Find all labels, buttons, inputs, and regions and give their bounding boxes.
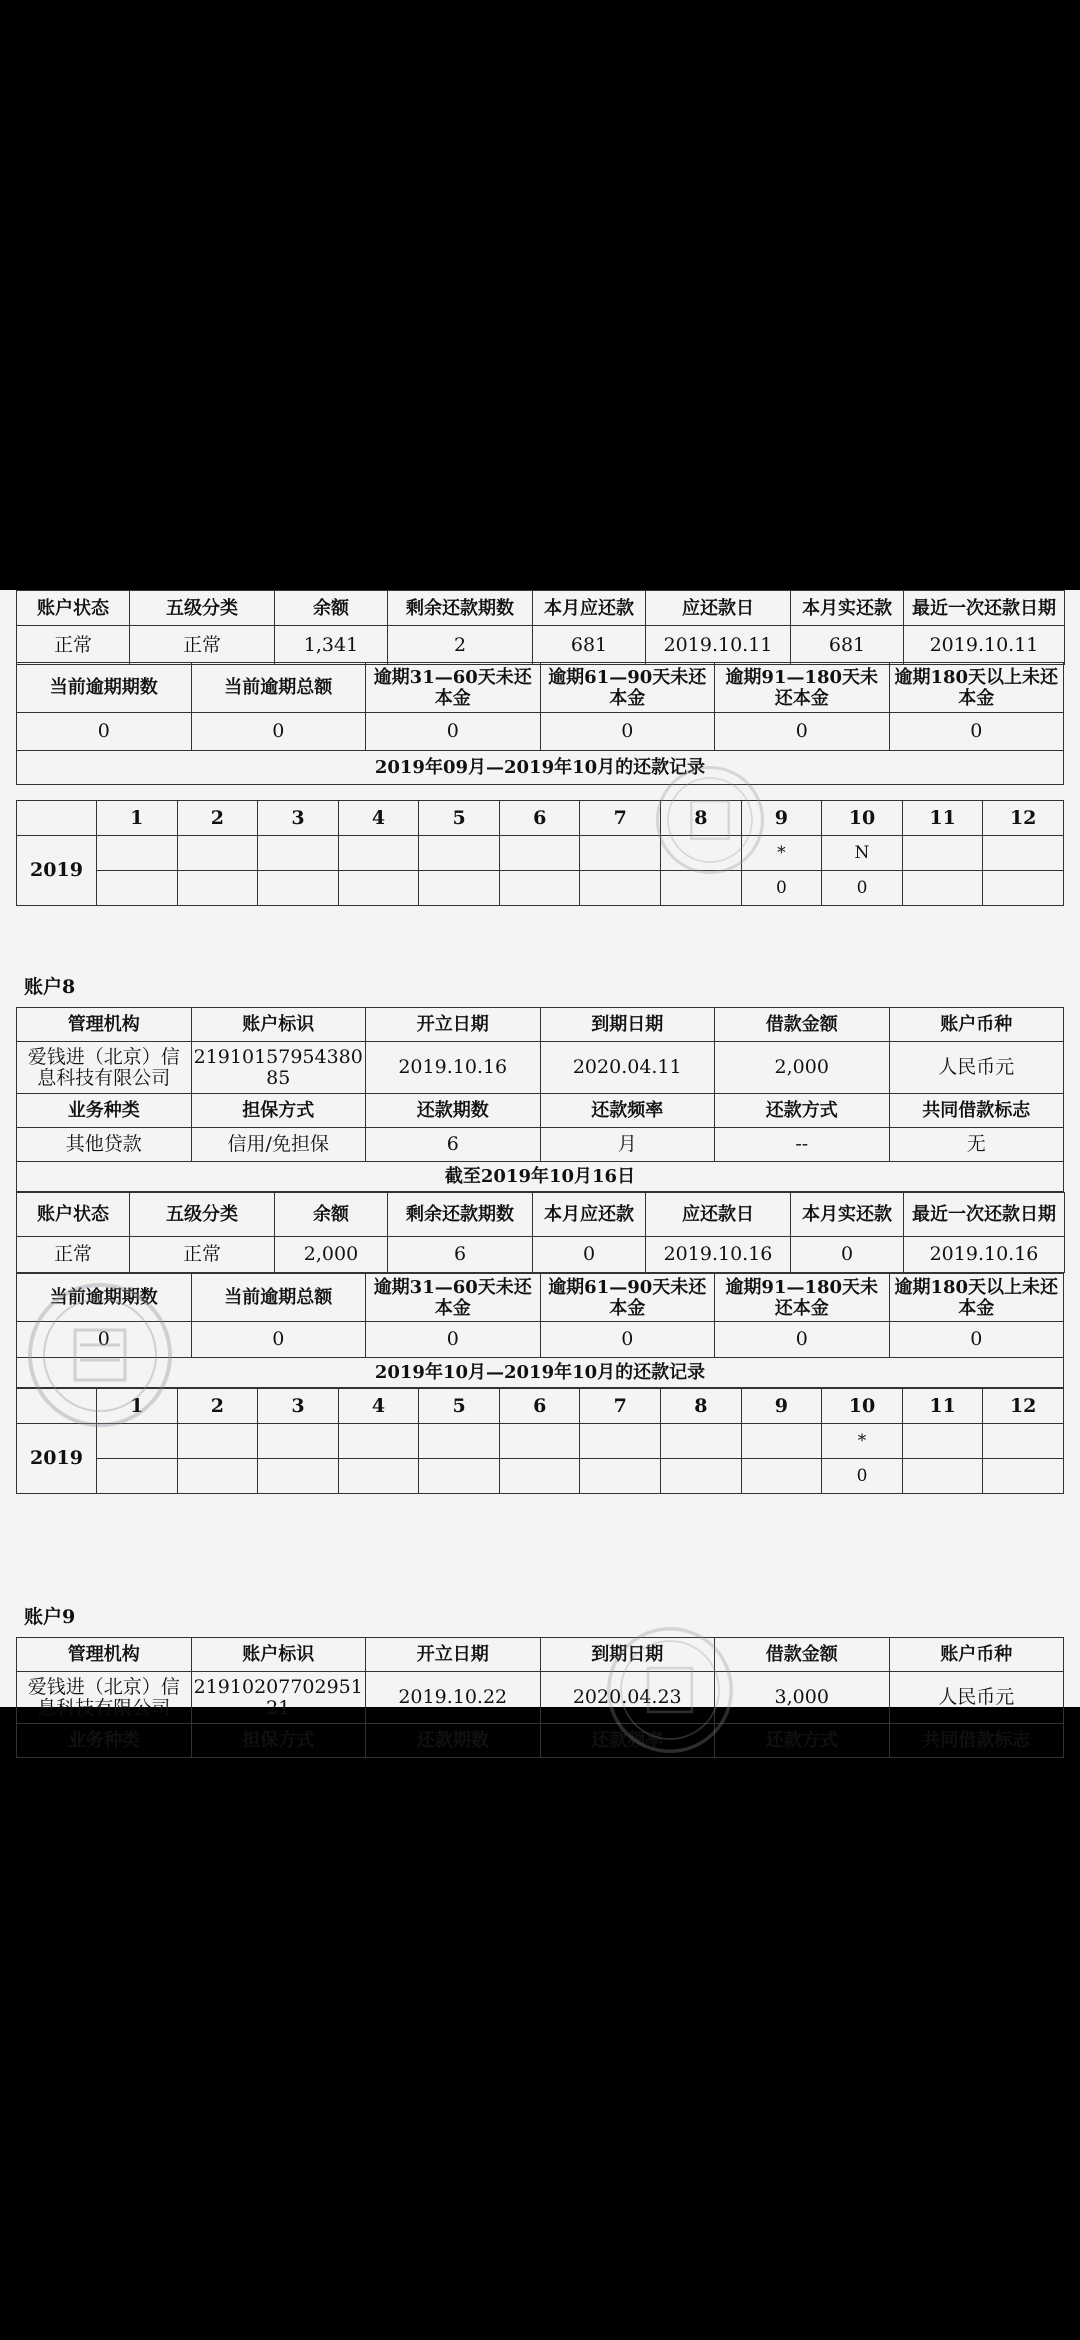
record-cell: [580, 871, 661, 906]
status-value-row: [17, 1237, 1065, 1273]
account-9-section: [0, 1588, 1080, 1758]
biz-header-cell: 还款期数: [366, 1094, 541, 1128]
record-cell: [499, 1459, 580, 1494]
status-header-row: [17, 1193, 1065, 1237]
account-9-info-table: [16, 1637, 1064, 1758]
status-header-cell: 本月实还款: [791, 591, 904, 626]
month-cell: 6: [499, 801, 580, 836]
overdue-value-cell: 0: [715, 1322, 890, 1358]
record-cell: [661, 836, 742, 871]
record-cell: *: [822, 1424, 903, 1459]
record-row-amount: [17, 1459, 1064, 1494]
record-row-status: [17, 1424, 1064, 1459]
info-value-cell: 人民币元: [889, 1672, 1064, 1724]
status-value-cell: 正常: [130, 626, 275, 665]
record-cell: [983, 1424, 1064, 1459]
record-caption-row: [17, 1358, 1064, 1388]
status-header-cell: 余额: [275, 1193, 388, 1237]
info-value-cell: 2020.04.11: [540, 1042, 715, 1094]
info-header-cell: 管理机构: [17, 1638, 192, 1672]
record-cell: [338, 871, 419, 906]
biz-header-cell: 担保方式: [191, 1094, 366, 1128]
overdue-header-cell: 当前逾期期数: [17, 1274, 192, 1322]
info-header-cell: 借款金额: [715, 1638, 890, 1672]
biz-value-cell: 无: [889, 1128, 1064, 1162]
month-cell: 12: [983, 1389, 1064, 1424]
info-header-cell: 账户标识: [191, 1638, 366, 1672]
status-header-cell: 剩余还款期数: [388, 1193, 533, 1237]
account-title: 账户9: [24, 1606, 76, 1628]
info-header-cell: 到期日期: [540, 1008, 715, 1042]
month-cell: 10: [822, 801, 903, 836]
info-header-cell: 账户币种: [889, 1008, 1064, 1042]
month-cell: 2: [177, 1389, 258, 1424]
info-value-cell: 2191015795438085: [191, 1042, 366, 1094]
biz-value-row: [17, 1128, 1064, 1162]
record-cell: [338, 1459, 419, 1494]
record-cell: N: [822, 836, 903, 871]
record-cell: [177, 836, 258, 871]
month-cell: 1: [97, 1389, 178, 1424]
year-cell: 2019: [17, 1424, 97, 1494]
month-cell: 7: [580, 801, 661, 836]
previous-account-table: [16, 590, 1065, 665]
info-header-cell: 账户标识: [191, 1008, 366, 1042]
record-cell: [902, 871, 983, 906]
record-cell: [419, 1424, 500, 1459]
overdue-header-cell: 当前逾期总额: [191, 1274, 366, 1322]
status-value-cell: 正常: [17, 626, 130, 665]
record-cell: [419, 836, 500, 871]
year-cell: 2019: [17, 836, 97, 906]
month-cell: 8: [661, 801, 742, 836]
record-cell: [97, 836, 178, 871]
overdue-value-row: [17, 1322, 1064, 1358]
year-header-cell: [17, 1389, 97, 1424]
account-8-status-table: [16, 1192, 1065, 1273]
status-value-cell: 2019.10.16: [904, 1237, 1065, 1273]
record-cell: [580, 1459, 661, 1494]
status-header-cell: 五级分类: [130, 591, 275, 626]
record-cell: [741, 1459, 822, 1494]
biz-header-cell: 还款频率: [540, 1094, 715, 1128]
record-cell: [177, 1424, 258, 1459]
year-header-cell: [17, 801, 97, 836]
overdue-header-cell: 当前逾期期数: [17, 663, 192, 713]
biz-header-cell: 还款方式: [715, 1724, 890, 1758]
repayment-record-caption: 2019年10月—2019年10月的还款记录: [17, 1358, 1064, 1388]
overdue-value-cell: 0: [366, 1322, 541, 1358]
biz-header-cell: 担保方式: [191, 1724, 366, 1758]
record-cell: [499, 1424, 580, 1459]
biz-header-row: [17, 1724, 1064, 1758]
overdue-value-cell: 0: [191, 713, 366, 751]
status-value-cell: 1,341: [275, 626, 388, 665]
status-header-cell: 五级分类: [130, 1193, 275, 1237]
overdue-header-cell: 逾期180天以上未还本金: [889, 1274, 1064, 1322]
record-row-status: [17, 836, 1064, 871]
info-header-row: [17, 1008, 1064, 1042]
status-value-cell: 681: [791, 626, 904, 665]
overdue-header-row: [17, 663, 1064, 713]
month-cell: 1: [97, 801, 178, 836]
biz-header-cell: 共同借款标志: [889, 1094, 1064, 1128]
record-cell: [97, 1459, 178, 1494]
status-value-cell: 正常: [130, 1237, 275, 1273]
record-cell: [499, 871, 580, 906]
overdue-value-cell: 0: [540, 1322, 715, 1358]
overdue-header-cell: 逾期91—180天未还本金: [715, 663, 890, 713]
biz-header-cell: 还款方式: [715, 1094, 890, 1128]
record-cell: [258, 836, 339, 871]
overdue-header-cell: 逾期61—90天未还本金: [540, 1274, 715, 1322]
record-cell: [499, 836, 580, 871]
record-cell: [177, 871, 258, 906]
overdue-value-cell: 0: [17, 1322, 192, 1358]
record-cell: [97, 871, 178, 906]
record-cell: [741, 1424, 822, 1459]
month-cell: 9: [741, 801, 822, 836]
previous-repayment-record-table: [16, 800, 1064, 906]
month-cell: 5: [419, 801, 500, 836]
record-cell: [661, 1459, 742, 1494]
record-cell: 0: [822, 1459, 903, 1494]
biz-value-cell: 月: [540, 1128, 715, 1162]
info-value-cell: 2,000: [715, 1042, 890, 1094]
month-cell: 3: [258, 801, 339, 836]
previous-overdue-table: [16, 662, 1064, 785]
status-header-cell: 账户状态: [17, 591, 130, 626]
info-value-cell: 爱钱进（北京）信息科技有限公司: [17, 1042, 192, 1094]
info-value-cell: 2191020770295121: [191, 1672, 366, 1724]
record-cell: [902, 1459, 983, 1494]
info-value-row: [17, 1042, 1064, 1094]
info-header-cell: 借款金额: [715, 1008, 890, 1042]
record-cell: [902, 1424, 983, 1459]
status-value-cell: 0: [791, 1237, 904, 1273]
account-8-info-table: [16, 1007, 1064, 1192]
record-cell: [661, 1424, 742, 1459]
info-header-cell: 到期日期: [540, 1638, 715, 1672]
asof-row: [17, 1162, 1064, 1192]
info-value-cell: 3,000: [715, 1672, 890, 1724]
overdue-value-cell: 0: [191, 1322, 366, 1358]
status-value-row: [17, 626, 1065, 665]
info-value-cell: 爱钱进（北京）信息科技有限公司: [17, 1672, 192, 1724]
status-header-cell: 应还款日: [646, 1193, 791, 1237]
info-value-cell: 2019.10.16: [366, 1042, 541, 1094]
biz-value-cell: 其他贷款: [17, 1128, 192, 1162]
biz-header-cell: 还款期数: [366, 1724, 541, 1758]
status-value-cell: 2: [388, 626, 533, 665]
month-cell: 12: [983, 801, 1064, 836]
info-header-cell: 开立日期: [366, 1008, 541, 1042]
status-header-cell: 账户状态: [17, 1193, 130, 1237]
info-value-cell: 2019.10.22: [366, 1672, 541, 1724]
overdue-value-cell: 0: [889, 1322, 1064, 1358]
record-cell: *: [741, 836, 822, 871]
status-header-cell: 最近一次还款日期: [904, 1193, 1065, 1237]
overdue-value-row: [17, 713, 1064, 751]
month-header-row: [17, 1389, 1064, 1424]
record-cell: [338, 836, 419, 871]
record-cell: [258, 871, 339, 906]
status-header-cell: 最近一次还款日期: [904, 591, 1065, 626]
overdue-value-cell: 0: [715, 713, 890, 751]
month-cell: 4: [338, 801, 419, 836]
record-cell: [338, 1424, 419, 1459]
status-header-cell: 剩余还款期数: [388, 591, 533, 626]
account-8-repayment-record-table: [16, 1388, 1064, 1494]
record-cell: [258, 1424, 339, 1459]
record-cell: [983, 871, 1064, 906]
record-cell: [983, 1459, 1064, 1494]
overdue-header-cell: 当前逾期总额: [191, 663, 366, 713]
overdue-value-cell: 0: [366, 713, 541, 751]
biz-value-cell: 信用/免担保: [191, 1128, 366, 1162]
status-header-cell: 余额: [275, 591, 388, 626]
as-of-date-caption: 截至2019年10月16日: [17, 1162, 1064, 1192]
biz-header-cell: 共同借款标志: [889, 1724, 1064, 1758]
biz-header-cell: 还款频率: [540, 1724, 715, 1758]
record-cell: [661, 871, 742, 906]
record-cell: [580, 836, 661, 871]
status-value-cell: 2019.10.11: [646, 626, 791, 665]
status-value-cell: 2019.10.16: [646, 1237, 791, 1273]
record-cell: [97, 1424, 178, 1459]
overdue-value-cell: 0: [540, 713, 715, 751]
month-cell: 5: [419, 1389, 500, 1424]
status-header-row: [17, 591, 1065, 626]
info-header-cell: 开立日期: [366, 1638, 541, 1672]
info-header-row: [17, 1638, 1064, 1672]
repayment-record-caption: 2019年09月—2019年10月的还款记录: [17, 751, 1064, 785]
info-value-row: [17, 1672, 1064, 1724]
month-cell: 7: [580, 1389, 661, 1424]
month-cell: 11: [902, 801, 983, 836]
record-cell: [258, 1459, 339, 1494]
status-header-cell: 本月应还款: [533, 1193, 646, 1237]
biz-header-row: [17, 1094, 1064, 1128]
record-cell: 0: [741, 871, 822, 906]
status-header-cell: 本月应还款: [533, 591, 646, 626]
status-value-cell: 681: [533, 626, 646, 665]
month-cell: 11: [902, 1389, 983, 1424]
info-value-cell: 2020.04.23: [540, 1672, 715, 1724]
record-cell: [419, 871, 500, 906]
record-caption-row: [17, 751, 1064, 785]
month-cell: 6: [499, 1389, 580, 1424]
status-value-cell: 2,000: [275, 1237, 388, 1273]
biz-header-cell: 业务种类: [17, 1094, 192, 1128]
overdue-value-cell: 0: [17, 713, 192, 751]
account-8-section: [0, 958, 1080, 1494]
overdue-header-cell: 逾期91—180天未还本金: [715, 1274, 890, 1322]
month-cell: 2: [177, 801, 258, 836]
credit-report-page: [0, 590, 1080, 1751]
account-8-overdue-table: [16, 1273, 1064, 1388]
biz-value-cell: --: [715, 1128, 890, 1162]
info-header-cell: 管理机构: [17, 1008, 192, 1042]
overdue-value-cell: 0: [889, 713, 1064, 751]
month-cell: 3: [258, 1389, 339, 1424]
month-cell: 8: [661, 1389, 742, 1424]
record-cell: 0: [822, 871, 903, 906]
record-cell: [177, 1459, 258, 1494]
record-cell: [902, 836, 983, 871]
overdue-header-cell: 逾期180天以上未还本金: [889, 663, 1064, 713]
month-cell: 9: [741, 1389, 822, 1424]
biz-value-cell: 6: [366, 1128, 541, 1162]
status-header-cell: 本月实还款: [791, 1193, 904, 1237]
record-row-amount: [17, 871, 1064, 906]
biz-header-cell: 业务种类: [17, 1724, 192, 1758]
status-header-cell: 应还款日: [646, 591, 791, 626]
record-cell: [419, 1459, 500, 1494]
account-title: 账户8: [24, 976, 76, 998]
status-value-cell: 正常: [17, 1237, 130, 1273]
record-cell: [983, 836, 1064, 871]
overdue-header-cell: 逾期31—60天未还本金: [366, 1274, 541, 1322]
month-cell: 10: [822, 1389, 903, 1424]
month-cell: 4: [338, 1389, 419, 1424]
status-value-cell: 6: [388, 1237, 533, 1273]
info-value-cell: 人民币元: [889, 1042, 1064, 1094]
overdue-header-cell: 逾期31—60天未还本金: [366, 663, 541, 713]
overdue-header-cell: 逾期61—90天未还本金: [540, 663, 715, 713]
month-header-row: [17, 801, 1064, 836]
info-header-cell: 账户币种: [889, 1638, 1064, 1672]
status-value-cell: 0: [533, 1237, 646, 1273]
record-cell: [580, 1424, 661, 1459]
status-value-cell: 2019.10.11: [904, 626, 1065, 665]
overdue-header-row: [17, 1274, 1064, 1322]
